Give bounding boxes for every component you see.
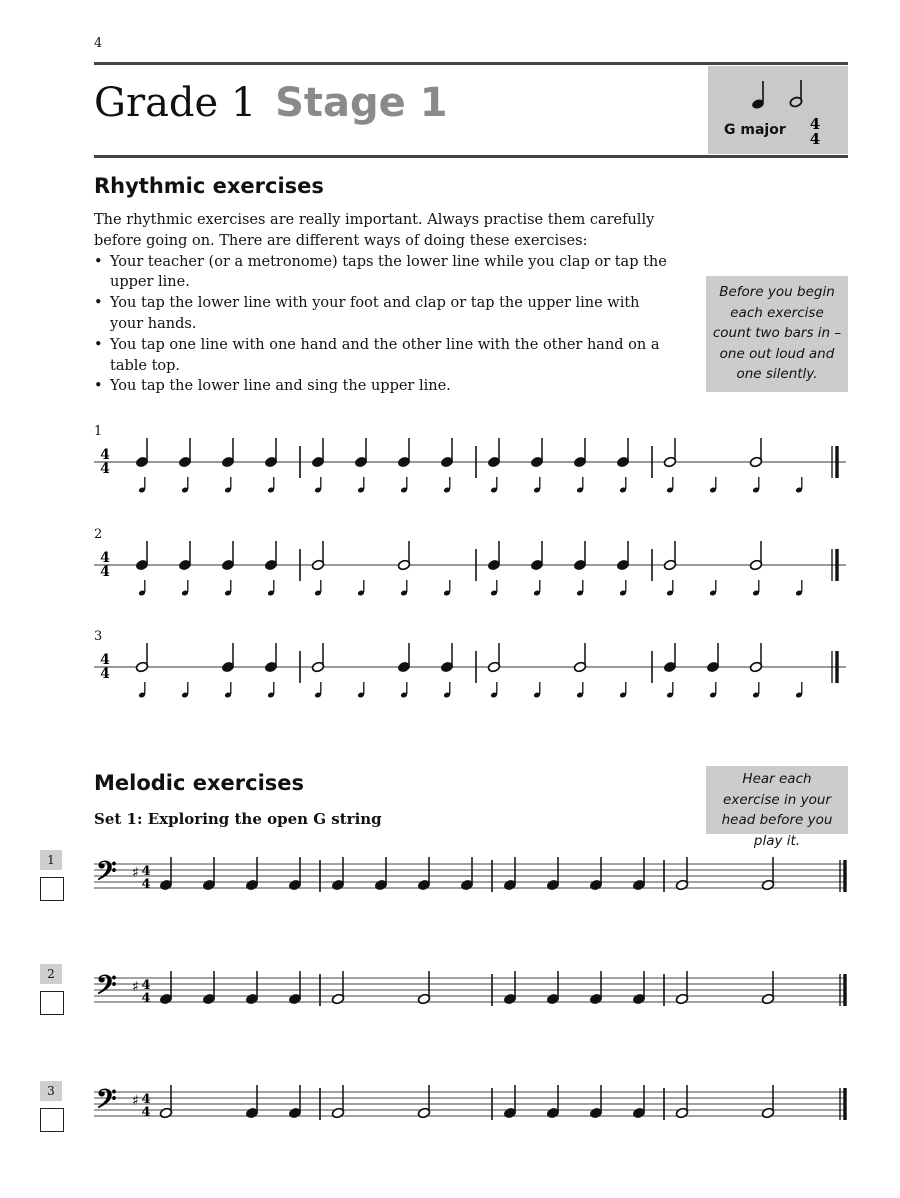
exercise-checkbox[interactable] [40,877,64,901]
quarter-note [311,438,324,468]
pulse-note [533,477,541,493]
key-label: G major [724,122,786,138]
exercise-number-badge: 2 [40,964,62,984]
quarter-note [616,438,629,468]
time-signature-bottom: 4 [100,666,110,682]
pulse-note [795,580,803,596]
key-sharp-icon: ♯ [132,979,139,995]
half-note [749,643,762,673]
quarter-note [589,971,602,1005]
pulse-note [443,682,451,698]
time-signature-top: 4 [141,864,151,879]
list-item: • You tap the lower line with your foot and clap or tap the upper line with your hands. [94,293,674,335]
quarter-note [264,438,277,468]
list-item: • Your teacher (or a metronome) taps the lower line while you clap or tap the upper line. [94,252,674,294]
bass-clef-icon: 𝄢 [96,969,117,1007]
quarter-note [397,643,410,673]
rhythm-exercise-number: 1 [94,424,103,439]
grade-title: Grade 1 [94,80,257,126]
pulse-note [490,682,498,698]
quarter-note [573,438,586,468]
quarter-note [397,438,410,468]
pulse-note [752,682,760,698]
half-note [761,857,774,891]
time-signature-bottom: 4 [100,564,110,580]
quarter-note [530,438,543,468]
header-bottom-rule [94,155,848,158]
intro-paragraph: The rhythmic exercises are really important. Always practise them carefully before going on. There are different ways of doing these exercises: [94,212,655,249]
quarter-note [589,1085,602,1119]
pulse-note [666,580,674,596]
quarter-note [546,1085,559,1119]
quarter-note [135,541,148,571]
quarter-note [546,971,559,1005]
pulse-note [224,682,232,698]
header-top-rule [94,62,848,65]
rhythmic-heading: Rhythmic exercises [94,174,324,198]
pulse-note [490,580,498,596]
half-note [311,541,324,571]
quarter-note [573,541,586,571]
pulse-note [357,682,365,698]
quarter-note [202,971,215,1005]
count-in-tip: Before you begin each exercise count two bars in – one out loud and one silently. [706,276,848,392]
page-title [94,80,448,126]
key-sharp-icon: ♯ [132,865,139,881]
quarter-note [288,1085,301,1119]
time-signature-top: 4 [141,978,151,993]
half-note [159,1085,172,1119]
half-note [331,971,344,1005]
half-note [749,438,762,468]
half-note [675,971,688,1005]
quarter-note [440,643,453,673]
quarter-note [460,857,473,891]
melodic-exercise-1 [94,850,864,910]
pulse-note [533,580,541,596]
pulse-note [314,477,322,493]
quarter-note [663,643,676,673]
quarter-note [178,541,191,571]
quarter-note [503,1085,516,1119]
set-title: Set 1: Exploring the open G string [94,810,382,828]
pulse-note [666,477,674,493]
pulse-note [138,682,146,698]
list-item: • You tap one line with one hand and the other line with the other hand on a table top. [94,335,674,377]
quarter-note [417,857,430,891]
quarter-note [288,857,301,891]
pulse-note [666,682,674,698]
pulse-note [576,682,584,698]
pulse-note [795,682,803,698]
time-signature-top: 4 [100,652,110,668]
quarter-note [245,971,258,1005]
bass-clef-icon: 𝄢 [96,855,117,893]
quarter-note [374,857,387,891]
key-sharp-icon: ♯ [132,1093,139,1109]
melodic-exercise-2 [94,964,864,1024]
quarter-note [288,971,301,1005]
pulse-note [490,477,498,493]
pulse-note [709,580,717,596]
pulse-note [752,477,760,493]
half-note [135,643,148,673]
rhythm-exercise-2 [94,533,864,617]
half-note [331,1085,344,1119]
pulse-note [576,477,584,493]
svg-text:4: 4 [809,115,821,133]
exercise-checkbox[interactable] [40,1108,64,1132]
quarter-note [632,971,645,1005]
quarter-note [264,643,277,673]
rhythmic-intro [94,210,674,397]
exercise-number-badge: 1 [40,850,62,870]
list-item: • You tap the lower line and sing the upper line. [94,376,674,397]
half-note [761,971,774,1005]
quarter-note [589,857,602,891]
pulse-note [576,580,584,596]
half-note [675,1085,688,1119]
quarter-note [135,438,148,468]
quarter-note [221,643,234,673]
hear-in-head-tip: Hear each exercise in your head before you play it. [706,766,848,834]
quarter-note [616,541,629,571]
quarter-note [632,857,645,891]
rhythm-exercise-3 [94,635,864,719]
pulse-note [181,580,189,596]
half-note [417,971,430,1005]
quarter-note [245,1085,258,1119]
half-note [749,541,762,571]
pulse-note [400,477,408,493]
bass-clef-icon: 𝄢 [96,1083,117,1121]
quarter-note [159,857,172,891]
time-signature-top: 4 [141,1092,151,1107]
pulse-note [181,682,189,698]
pulse-note [619,477,627,493]
svg-text:4: 4 [809,130,821,148]
quarter-note [632,1085,645,1119]
half-note [397,541,410,571]
quarter-note [264,541,277,571]
pulse-note [357,580,365,596]
half-note [761,1085,774,1119]
half-note [663,438,676,468]
quarter-note [245,857,258,891]
half-note [311,643,324,673]
page-number: 4 [94,36,103,51]
pulse-note [752,580,760,596]
quarter-note [546,857,559,891]
time-signature-bottom: 4 [141,1105,151,1120]
half-note [675,857,688,891]
pulse-note [709,477,717,493]
time-signature-bottom: 4 [141,991,151,1006]
pulse-note [400,682,408,698]
pulse-note [619,682,627,698]
half-note [487,643,500,673]
quarter-note [331,857,344,891]
exercise-checkbox[interactable] [40,991,64,1015]
quarter-note [221,438,234,468]
rhythm-exercise-number: 2 [94,527,103,542]
quarter-note [503,857,516,891]
quarter-note [440,438,453,468]
pulse-note [224,580,232,596]
pulse-note [267,682,275,698]
quarter-note [178,438,191,468]
note-values-icon [740,78,820,112]
stage-title: Stage 1 [275,80,448,126]
quarter-note [487,541,500,571]
pulse-note [533,682,541,698]
time-signature-bottom: 4 [141,877,151,892]
quarter-note [706,643,719,673]
pulse-note [267,580,275,596]
quarter-note [503,971,516,1005]
pulse-note [400,580,408,596]
bullet-list [94,252,674,398]
pulse-note [314,580,322,596]
quarter-note [487,438,500,468]
time-signature-bottom: 4 [100,461,110,477]
time-signature-top: 4 [100,550,110,566]
half-note [663,541,676,571]
quarter-note [530,541,543,571]
pulse-note [443,477,451,493]
pulse-note [224,477,232,493]
quarter-note [159,971,172,1005]
melodic-exercise-3 [94,1078,864,1138]
pulse-note [619,580,627,596]
pulse-note [267,477,275,493]
quarter-note [221,541,234,571]
pulse-note [138,477,146,493]
exercise-number-badge: 3 [40,1081,62,1101]
half-note [417,1085,430,1119]
pulse-note [181,477,189,493]
rhythm-exercise-1 [94,430,864,514]
quarter-note [354,438,367,468]
pulse-note [443,580,451,596]
time-signature-top: 4 [100,447,110,463]
pulse-note [795,477,803,493]
pulse-note [314,682,322,698]
quarter-note [202,857,215,891]
pulse-note [138,580,146,596]
pulse-note [709,682,717,698]
pulse-note [357,477,365,493]
rhythm-exercise-number: 3 [94,629,103,644]
time-signature-icon [807,114,823,150]
melodic-heading: Melodic exercises [94,771,305,795]
half-note [573,643,586,673]
